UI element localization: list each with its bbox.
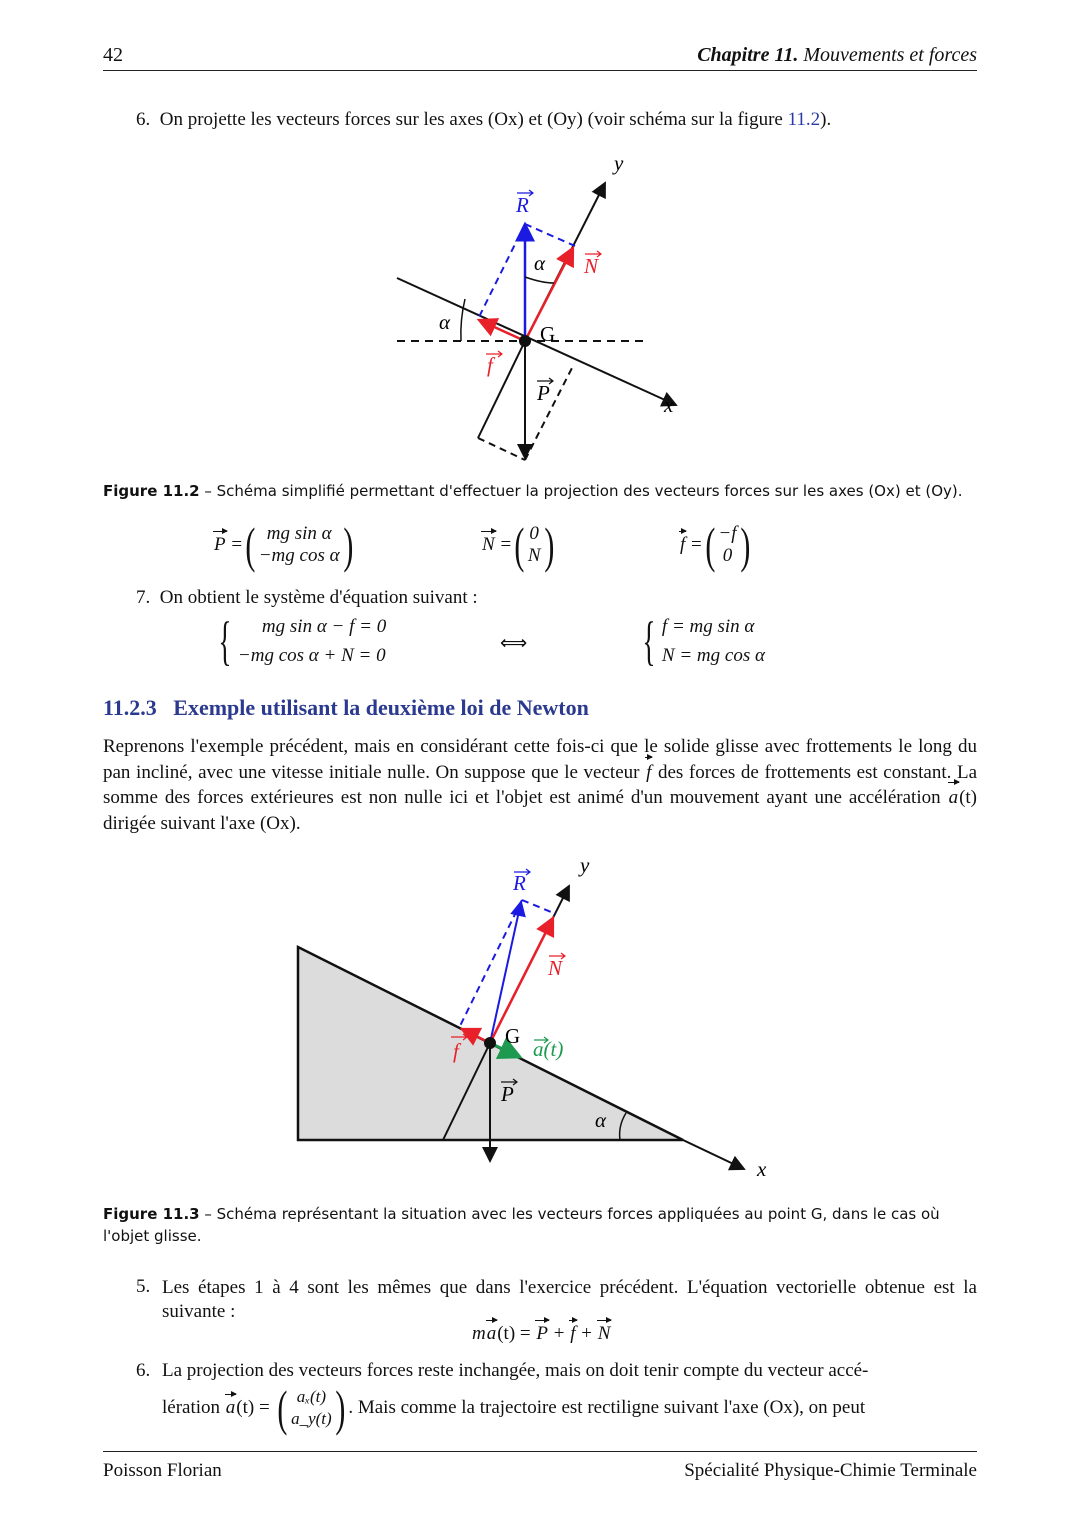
equals: =	[500, 534, 512, 555]
vector-a: a	[486, 1323, 497, 1344]
vector-a: a	[225, 1397, 236, 1418]
figure-11-2	[0, 0, 1080, 480]
chapter-number: Chapitre 11.	[697, 44, 799, 66]
component: mg sin α	[266, 523, 332, 544]
chapter-title: Mouvements et forces	[803, 44, 977, 66]
label-R: R	[513, 871, 526, 895]
vector-name: f	[680, 534, 686, 555]
step-7	[136, 587, 478, 609]
label-N: N	[548, 956, 563, 980]
label-alpha: α	[595, 1108, 607, 1132]
item-number: 6.	[136, 109, 151, 130]
vector-f: f	[645, 760, 652, 786]
vector-f	[479, 320, 525, 341]
figure-11-3-caption	[103, 1203, 977, 1247]
vector-N: N	[597, 1323, 611, 1344]
equation: mg sin α − f = 0	[261, 616, 387, 637]
equivalence-symbol: ⟺	[500, 633, 528, 654]
vector-R	[490, 902, 521, 1043]
alpha-arc	[525, 277, 554, 283]
component: 0	[529, 523, 539, 544]
page-number: 42	[103, 44, 123, 66]
plus: +	[576, 1323, 597, 1344]
plus: +	[549, 1323, 570, 1344]
label-R: R	[516, 193, 529, 217]
text: (t) dirigée suivant l'axe (Ox).	[103, 787, 977, 834]
text: (t) =	[236, 1397, 270, 1418]
label-P: P	[501, 1082, 514, 1106]
section-heading	[103, 695, 589, 721]
label-alpha: α	[439, 310, 451, 334]
label-f: f	[453, 1039, 459, 1063]
vector-f-components: f = ( −f 0 )	[680, 517, 750, 573]
label-a: a	[533, 1037, 544, 1061]
equals: =	[691, 534, 702, 555]
item-text: On projette les vecteurs forces sur les axes (Ox) et (Oy) (voir schéma sur la figure	[159, 109, 788, 130]
component: 0	[722, 545, 733, 566]
text: Reprenons l'exemple précédent, mais en considérant cette fois-ci que le solide glisse avec frottements le long du pan incliné, avec une vitesse initiale nulle. On suppose que le vecteur	[103, 736, 977, 783]
x-axis	[683, 1140, 744, 1169]
label-f: f	[487, 353, 493, 377]
section-number: 11.2.3	[103, 695, 157, 720]
vector-name: N	[482, 534, 495, 555]
footer-course: Spécialité Physique-Chimie Terminale	[684, 1460, 977, 1481]
vector-N	[490, 918, 553, 1043]
component: aₓ(t)	[296, 1387, 327, 1406]
label-G: G	[505, 1024, 521, 1048]
vector-N-components: N = ( 0 N )	[482, 517, 554, 573]
step-6-line-2: lération a (t) = ( aₓ(t) a_y(t) ) . Mais comme la trajectoire est rectiligne suivant l'axe (Ox), on peut	[162, 1380, 866, 1436]
component: N	[527, 545, 541, 566]
system-right: { f = mg sin α N = mg cos α	[642, 611, 765, 671]
caption-label: Figure 11.3	[103, 1205, 200, 1223]
caption-text: – Schéma simplifié permettant d'effectuer la projection des vecteurs forces sur les axes (Ox) et (Oy).	[199, 482, 963, 500]
label-N: N	[584, 254, 599, 278]
p-projection-line	[478, 341, 525, 438]
item-number: 5.	[136, 1276, 151, 1297]
label-alpha: α	[534, 251, 546, 275]
text: (t) =	[497, 1323, 536, 1344]
item-number: 6.	[136, 1360, 151, 1381]
vector-f: f	[570, 1323, 576, 1344]
component: −mg cos α	[258, 545, 340, 566]
footer-rule	[103, 1451, 977, 1452]
text: . Mais comme la trajectoire est rectiligne suivant l'axe (Ox), on peut	[348, 1397, 866, 1418]
step-6-text: La projection des vecteurs forces reste inchangée, mais on doit tenir compte du vecteur accé-	[162, 1360, 869, 1381]
figure-link[interactable]: 11.2	[787, 109, 821, 130]
label-t: (t)	[543, 1037, 564, 1061]
label-G: G	[540, 322, 556, 346]
caption-label: Figure 11.2	[103, 482, 200, 500]
point-G	[519, 335, 531, 347]
vector-a: a	[948, 785, 960, 811]
item-text-end: ).	[820, 109, 832, 130]
vector-P: P	[536, 1323, 548, 1344]
alpha-arc	[461, 299, 465, 341]
equation: −mg cos α + N = 0	[237, 645, 386, 666]
figure-11-2-caption	[103, 482, 963, 500]
caption-text: – Schéma représentant la situation avec les vecteurs forces appliquées au point G, dans le cas où l'objet glisse.	[103, 1205, 940, 1245]
text: lération	[162, 1397, 221, 1418]
equation: f = mg sin α	[661, 616, 755, 637]
footer-author: Poisson Florian	[103, 1460, 222, 1481]
component: a_y(t)	[291, 1409, 332, 1428]
vector-name: P	[214, 534, 226, 555]
label-x: x	[664, 393, 674, 417]
component: −f	[718, 523, 737, 544]
intro-paragraph	[103, 734, 977, 836]
label-y: y	[580, 853, 590, 877]
item-text: On obtient le système d'équation suivant :	[159, 587, 478, 608]
mass: m	[472, 1323, 486, 1344]
item-number: 7.	[136, 587, 151, 608]
figure-11-3	[0, 850, 1080, 1180]
vector-P-components: P = ( mg sin α −mg cos α )	[214, 517, 353, 573]
label-y: y	[614, 151, 624, 175]
equals: =	[231, 534, 243, 555]
step-5-text: Les étapes 1 à 4 sont les mêmes que dans l'exercice précédent. L'équation vectorielle obtenue est la suivante :	[162, 1277, 977, 1322]
point-G	[484, 1037, 496, 1049]
system-left: { mg sin α − f = 0 −mg cos α + N = 0	[218, 611, 387, 671]
label-x: x	[757, 1157, 767, 1180]
vector-equation	[472, 1323, 611, 1345]
label-P: P	[537, 381, 550, 405]
text: des forces de frottements est constant. La somme des forces extérieures est non nulle ici et l'objet est animé d'un mouvement ayant une accélération	[103, 761, 978, 808]
section-title: Exemple utilisant la deuxième loi de Newton	[173, 695, 589, 720]
equation: N = mg cos α	[661, 645, 765, 666]
